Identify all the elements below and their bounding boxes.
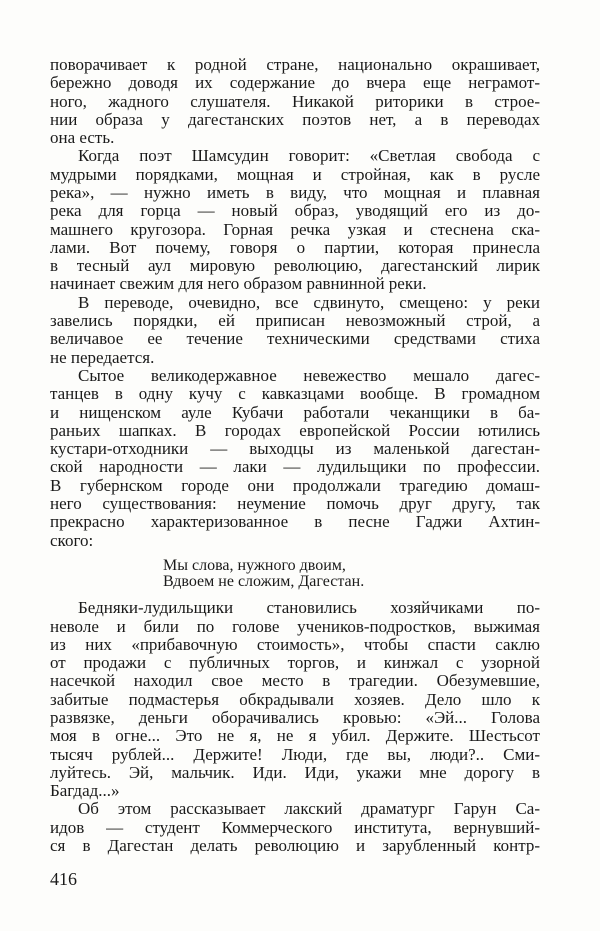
text-line: начинает свежим для него образом равнинной реки. [50,274,427,293]
text-line: ского: [50,531,94,550]
text-line: бережно доводя их содержание до вчера еще неграмот- [50,73,540,92]
text-line: развязке, деньги оборачивались кровью: «Эй... Голова [50,708,540,727]
text-line: и нищенском ауле Кубачи работали чеканщики в ба- [50,403,540,422]
text-line: В губернском городе они продолжали трагедию домаш- [50,476,540,495]
text-line: Когда поэт Шамсудин говорит: «Светлая свобода с [78,146,540,165]
text-line: моя в огне... Это не я, не я убил. Держите. Шестьсот [50,726,540,745]
text-line: ся в Дагестан делать революцию и зарубленный контр- [50,836,540,855]
text-line: завелись порядки, ей приписан невозможный строй, а [50,311,540,330]
text-line: не передается. [50,348,155,367]
text-line: раньих шапках. В городах европейской России ютились [50,421,540,440]
text-line: прекрасно характеризованное в песне Гаджи Ахтин- [50,512,540,531]
text-line: Багдад...» [50,781,120,800]
text-line: Об этом рассказывает лакский драматург Гарун Са- [78,799,540,818]
text-line: насечкой находил свое место в трагедии. Обезумевшие, [50,671,540,690]
text-line: В переводе, очевидно, все сдвинуто, смещено: у реки [78,293,540,312]
verse-line: Вдвоем не сложим, Дагестан. [163,573,365,590]
text-line: луйтесь. Эй, мальчик. Иди. Иди, укажи мне дорогу в [50,763,540,782]
text-line: она есть. [50,128,115,147]
text-line: забитые подмастерья обкрадывали хозяев. Дело шло к [50,690,540,709]
text-line: ской народности — лаки — лудильщики по профессии. [50,457,540,476]
text-line: величавое ее течение техническими средствами стиха [50,329,540,348]
text-line: река», — нужно иметь в виду, что мощная и плавная [50,183,540,202]
text-line: ного, жадного слушателя. Никакой риторики в строе- [50,92,540,111]
text-line: него существования: неумение помочь друг другу, так [50,494,540,513]
text-line: мудрыми порядками, мощная и стройная, как в русле [50,165,540,184]
text-line: нии образа у дагестанских поэтов нет, а в переводах [50,110,540,129]
text-line: поворачивает к родной стране, национально окрашивает, [50,55,540,74]
text-line: танцев в одну кучу с кавказцами вообще. В громадном [50,384,540,403]
text-line: в тесный аул мировую революцию, дагестанский лирик [50,256,540,275]
page-number: 416 [50,869,77,889]
text-line: лами. Вот почему, говоря о партии, которая принесла [50,238,540,257]
text-line: Сытое великодержавное невежество мешало дагес- [78,366,540,385]
text-line: Бедняки-лудильщики становились хозяйчиками по- [78,598,540,617]
text-line: машнего кругозора. Горная речка узкая и стеснена ска- [50,220,540,239]
text-line: идов — студент Коммерческого института, вернувший- [50,818,540,837]
text-line: от продажи с публичных торгов, и кинжал с узорной [50,653,540,672]
text-line: неволе и били по голове учеников-подростков, выжимая [50,617,540,636]
verse-line: Мы слова, нужного двоим, [163,557,346,574]
text-line: река для горца — новый образ, уводящий его из до- [50,201,540,220]
text-line: кустари-отходники — выходцы из маленькой дагестан- [50,439,540,458]
text-line: из них «прибавочную стоимость», чтобы спасти саклю [50,635,540,654]
text-line: тысяч рублей... Держите! Люди, где вы, люди?.. Сми- [50,745,540,764]
